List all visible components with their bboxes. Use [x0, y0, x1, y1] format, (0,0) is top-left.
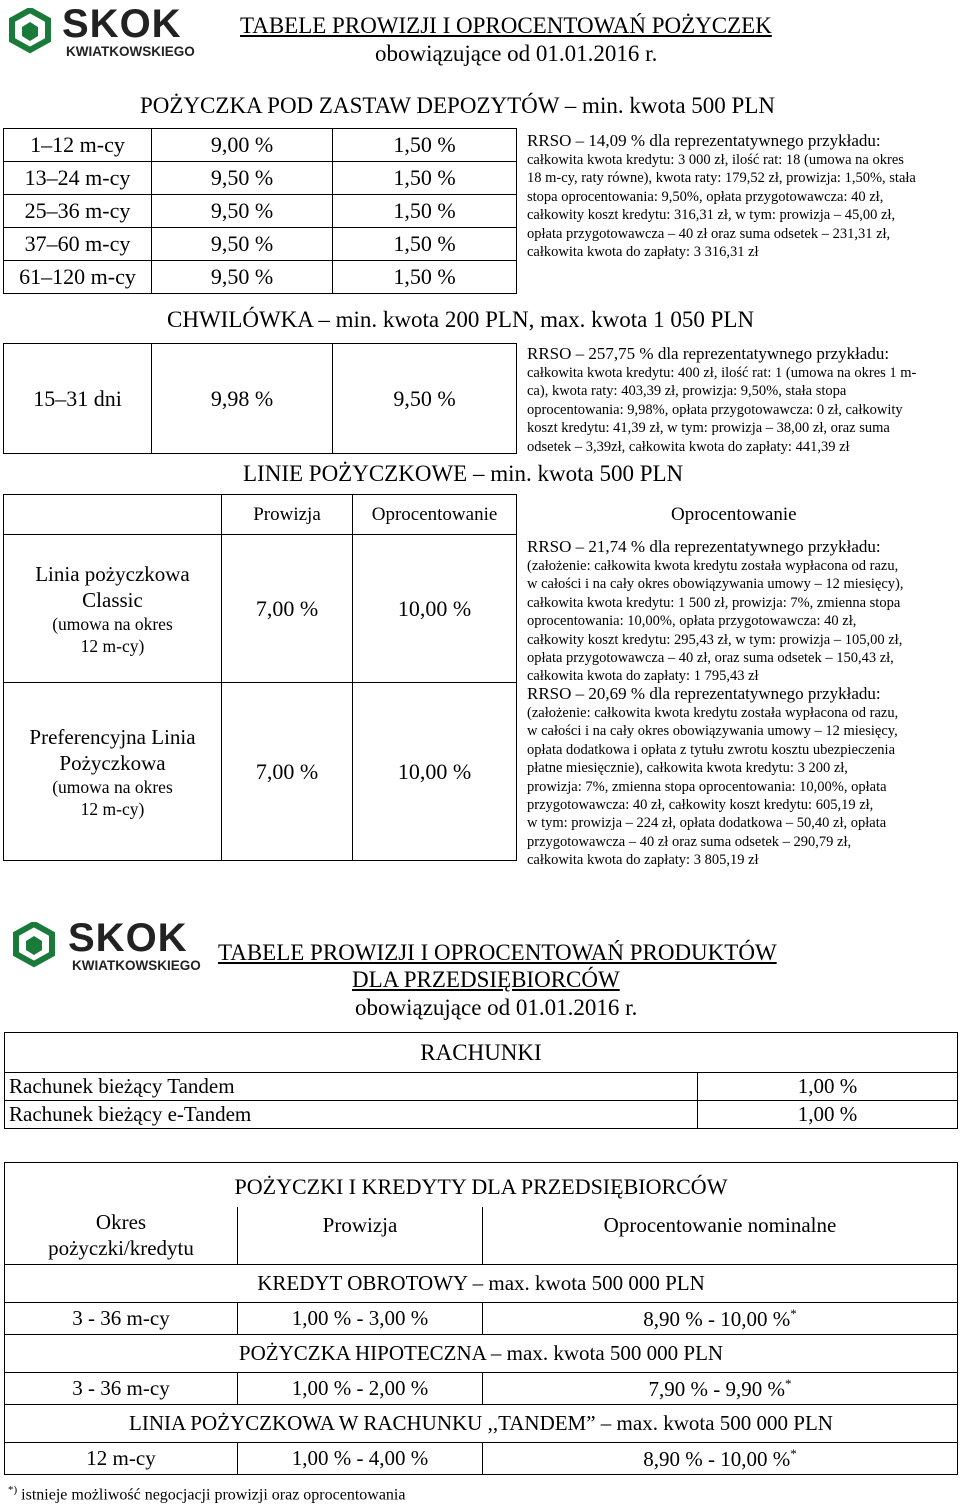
rate-column-header-2: Oprocentowanie: [671, 504, 797, 525]
footnote-mark: *): [8, 1484, 18, 1496]
rate-cell: 9,98 %: [152, 344, 333, 454]
period-cell: 15–31 dni: [4, 344, 152, 454]
valid-from: obowiązujące od 01.01.2016 r.: [375, 41, 658, 66]
rate-cell: 10,00 %: [353, 535, 517, 683]
rrso-line: opłata dodatkowa i opłata z tytułu zwrotu kosztu ubezpieczenia: [527, 741, 896, 758]
footnote-marker: *: [790, 1305, 797, 1321]
product-name: Preferencyjna Linia: [29, 724, 196, 749]
rate-value: 8,90 % - 10,00 %: [643, 1306, 791, 1331]
period-cell: 1–12 m-cy: [4, 129, 152, 162]
accounts-heading: RACHUNKI: [5, 1033, 958, 1073]
loan-section-heading: POŻYCZKA HIPOTECZNA – max. kwota 500 000 PLN: [5, 1335, 958, 1373]
product-name: Classic: [82, 587, 143, 612]
rate-cell: 9,50 %: [152, 261, 333, 294]
chwilowka-rrso-block: [527, 343, 957, 456]
rrso-line: prowizja: 7%, zmienna stopa oprocentowania: 10,00%, opłata: [527, 778, 887, 795]
rate-cell: 9,50 %: [152, 195, 333, 228]
rate-value: 8,90 % - 10,00 %: [643, 1446, 791, 1471]
loan-section-heading: KREDYT OBROTOWY – max. kwota 500 000 PLN: [5, 1265, 958, 1303]
page-title: TABELE PROWIZJI I OPROCENTOWAŃ POŻYCZEK: [240, 13, 772, 38]
rate-cell: [483, 1373, 958, 1405]
business-loans-heading: POŻYCZKI I KREDYTY DLA PRZEDSIĘBIORCÓW: [5, 1163, 958, 1207]
period-cell: 3 - 36 m-cy: [5, 1373, 238, 1405]
rrso-line: całkowita kwota do zapłaty: 1 795,43 zł: [527, 668, 759, 685]
deposit-loan-table: [3, 128, 517, 294]
rrso-line: opłata przygotowawcza – 40 zł, oraz suma odsetek – 150,43 zł,: [527, 650, 894, 667]
fee-cell: 1,50 %: [333, 129, 517, 162]
footnote-text: istnieje możliwość negocjacji prowizji oraz oprocentowania: [17, 1486, 406, 1504]
period-cell: 25–36 m-cy: [4, 195, 152, 228]
rrso-line: całkowita kwota do zapłaty: 3 316,31 zł: [527, 244, 759, 261]
logo-name: SKOK: [62, 2, 182, 46]
preferential-rrso-block: [527, 683, 957, 870]
rate-value: 7,90 % - 9,90 %: [648, 1376, 785, 1401]
rrso-line: 18 m-cy, raty równe), kwota raty: 179,52 zł, prowizja: 1,50%, stała: [527, 170, 916, 187]
skok-logo-2: [12, 916, 212, 976]
rrso-line: w całości i na cały okres obowiązywania umowy – 12 miesięcy,: [527, 723, 898, 740]
rrso-line: całkowita kwota kredytu: 1 500 zł, prowizja: 7%, zmienna stopa: [527, 594, 901, 611]
rrso-heading: RRSO – 21,74 % dla reprezentatywnego przykładu:: [527, 537, 881, 556]
fee-cell: 9,50 %: [333, 344, 517, 454]
logo-name: SKOK: [68, 916, 188, 960]
rrso-line: przygotowawcza – 40 zł oraz suma odsetek – 290,79 zł,: [527, 833, 852, 850]
rrso-line: koszt kredytu: 41,39 zł, w tym: prowizja – 38,00 zł, oraz suma: [527, 420, 890, 437]
rrso-line: oprocentowania: 10,00%, opłata przygotowawcza: 40 zł,: [527, 613, 857, 630]
rrso-heading: RRSO – 14,09 % dla reprezentatywnego przykładu:: [527, 131, 881, 150]
deposit-rrso-block: [527, 130, 957, 261]
credit-lines-table: [3, 494, 517, 861]
chwilowka-table: [3, 343, 517, 454]
preferential-name-cell: [4, 683, 222, 861]
skok-emblem-icon: [12, 922, 56, 972]
period-cell: 3 - 36 m-cy: [5, 1303, 238, 1335]
account-name-cell: Rachunek bieżący e-Tandem: [5, 1101, 698, 1129]
rate-cell: 10,00 %: [353, 683, 517, 861]
rate-cell: 9,50 %: [152, 228, 333, 261]
product-name: Pożyczkowa: [59, 750, 166, 775]
period-cell: 12 m-cy: [5, 1443, 238, 1475]
rrso-line: całkowita kwota kredytu: 400 zł, ilość rat: 1 (umowa na okres 1 m-: [527, 365, 917, 381]
product-term: (umowa na okres: [52, 613, 173, 634]
chwilowka-heading: CHWILÓWKA – min. kwota 200 PLN, max. kwota 1 050 PLN: [167, 307, 755, 332]
rrso-line: całkowita kwota kredytu: 3 000 zł, ilość rat: 18 (umowa na okres: [527, 152, 904, 168]
period-cell: 37–60 m-cy: [4, 228, 152, 261]
account-name-cell: Rachunek bieżący Tandem: [5, 1073, 698, 1101]
rrso-line: całkowity koszt kredytu: 295,43 zł, w tym: prowizja – 105,00 zł,: [527, 631, 903, 648]
rrso-line: w całości i na cały okres obowiązywania umowy – 12 miesięcy),: [527, 576, 904, 593]
rate-cell: [483, 1443, 958, 1475]
rrso-line: całkowity koszt kredytu: 316,31 zł, w tym: prowizja – 45,00 zł,: [527, 207, 896, 224]
rrso-line: (założenie: całkowita kwota kredytu została wypłacona od razu,: [527, 705, 899, 721]
fee-cell: 1,00 % - 3,00 %: [238, 1303, 483, 1335]
rrso-line: całkowita kwota do zapłaty: 3 805,19 zł: [527, 852, 759, 869]
rrso-heading: RRSO – 257,75 % dla reprezentatywnego przykładu:: [527, 344, 890, 363]
loan-section-heading: LINIA POŻYCZKOWA W RACHUNKU ,,TANDEM” – max. kwota 500 000 PLN: [5, 1405, 958, 1443]
page2-title-line2: DLA PRZEDSIĘBIORCÓW: [352, 967, 620, 992]
fee-cell: 1,00 % - 2,00 %: [238, 1373, 483, 1405]
rrso-heading: RRSO – 20,69 % dla reprezentatywnego przykładu:: [527, 684, 881, 703]
rrso-line: płatne miesięcznie), całkowita kwota kredytu: 3 200 zł,: [527, 760, 848, 777]
account-value-cell: 1,00 %: [698, 1073, 958, 1101]
product-term: 12 m-cy): [80, 635, 145, 656]
accounts-table: [4, 1032, 958, 1129]
period-header-line: Okres: [95, 1210, 147, 1235]
account-value-cell: 1,00 %: [698, 1101, 958, 1129]
footnote: [8, 1484, 405, 1504]
rate-column-header: Oprocentowanie: [353, 495, 517, 535]
period-column-header: [5, 1207, 238, 1265]
product-term: (umowa na okres: [52, 776, 173, 797]
classic-rrso-block: [527, 536, 957, 686]
rrso-line: stopa oprocentowania: 9,50%, opłata przygotowawcza: 40 zł,: [527, 188, 884, 205]
skok-emblem-icon: [8, 8, 52, 58]
credit-lines-heading: LINIE POŻYCZKOWE – min. kwota 500 PLN: [243, 461, 684, 486]
period-cell: 13–24 m-cy: [4, 162, 152, 195]
rrso-line: (założenie: całkowita kwota kredytu została wypłacona od razu,: [527, 558, 899, 574]
fee-cell: 1,50 %: [333, 261, 517, 294]
footnote-marker: *: [784, 1375, 792, 1391]
logo-subtitle: KWIATKOWSKIEGO: [72, 958, 201, 973]
page2-title-line1: TABELE PROWIZJI I OPROCENTOWAŃ PRODUKTÓW: [218, 940, 777, 965]
rate-cell: [483, 1303, 958, 1335]
fee-cell: 7,00 %: [222, 683, 353, 861]
skok-logo: [8, 2, 208, 62]
rate-column-header: Oprocentowanie nominalne: [483, 1207, 958, 1265]
rrso-line: oprocentowania: 9,98%, opłata przygotowawcza: 0 zł, całkowity: [527, 401, 903, 418]
product-term: 12 m-cy): [80, 798, 145, 819]
fee-cell: 1,50 %: [333, 228, 517, 261]
rrso-line: ca), kwota raty: 403,39 zł, prowizja: 9,50%, stała stopa: [527, 383, 847, 400]
fee-cell: 7,00 %: [222, 535, 353, 683]
fee-cell: 1,50 %: [333, 162, 517, 195]
deposit-loan-heading: POŻYCZKA POD ZASTAW DEPOZYTÓW – min. kwota 500 PLN: [140, 93, 775, 118]
classic-name-cell: [4, 535, 222, 683]
logo-subtitle: KWIATKOWSKIEGO: [66, 44, 195, 59]
rrso-line: odsetek – 3,39zł, całkowita kwota do zapłaty: 441,39 zł: [527, 438, 850, 455]
page2-valid-from: obowiązujące od 01.01.2016 r.: [355, 995, 638, 1020]
rate-cell: 9,00 %: [152, 129, 333, 162]
period-header-line: pożyczki/kredytu: [48, 1236, 194, 1261]
product-name: Linia pożyczkowa: [35, 561, 190, 586]
fee-column-header: Prowizja: [238, 1207, 483, 1265]
rrso-line: przygotowawcza: 40 zł, całkowity koszt kredytu: 605,19 zł,: [527, 797, 874, 814]
rate-cell: 9,50 %: [152, 162, 333, 195]
business-loans-table: [4, 1162, 958, 1475]
fee-cell: 1,00 % - 4,00 %: [238, 1443, 483, 1475]
period-cell: 61–120 m-cy: [4, 261, 152, 294]
fee-column-header: Prowizja: [222, 495, 353, 535]
footnote-marker: *: [790, 1445, 797, 1461]
rrso-line: w tym: prowizja – 224 zł, opłata dodatkowa – 50,40 zł, opłata: [527, 815, 887, 832]
rrso-line: opłata przygotowawcza – 40 zł oraz suma odsetek – 231,31 zł,: [527, 225, 891, 242]
empty-header-cell: [4, 495, 222, 535]
fee-cell: 1,50 %: [333, 195, 517, 228]
